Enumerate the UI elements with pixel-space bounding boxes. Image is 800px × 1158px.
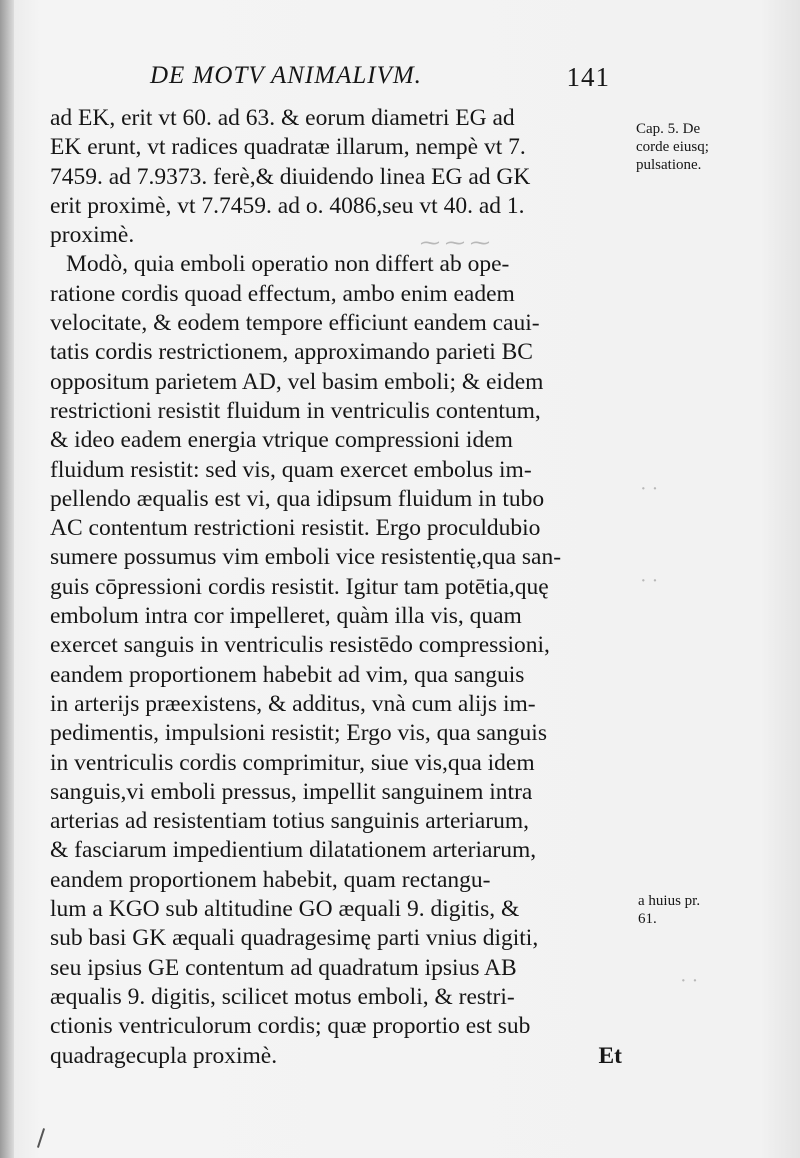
text-line: fluidum resistit: sed vis, quam exercet embolus im- (50, 456, 532, 483)
text-line: pedimentis, impulsioni resistit; Ergo vis, qua sanguis (50, 720, 547, 747)
show-through-text: ⁓ ⁓ ⁓ (420, 232, 490, 254)
text-line: sub basi GK æquali quadragesimę parti vnius digiti, (50, 925, 539, 952)
text-line: in arterijs præexistens, & additus, vnà cum alijs im- (50, 690, 536, 717)
pen-mark (37, 1128, 45, 1148)
text-line: oppositum parietem AD, vel basim emboli; & eidem (50, 368, 544, 395)
gutter-shadow (0, 0, 14, 1158)
margin-note-line: corde eiusq; (636, 139, 709, 155)
margin-note-line: pulsatione. (636, 157, 702, 173)
text-line: seu ipsius GE contentum ad quadratum ipsius AB (50, 954, 517, 981)
page-number: 141 (566, 62, 610, 92)
body-text (50, 104, 630, 1071)
text-line: æqualis 9. digitis, scilicet motus emboli, & restri- (50, 983, 515, 1010)
text-line: exercet sanguis in ventriculis resistēdo compressioni, (50, 632, 550, 659)
text-line: ratione cordis quoad effectum, ambo enim eadem (50, 280, 515, 307)
margin-note-line: Cap. 5. De (636, 121, 701, 137)
text-line: arterias ad resistentiam totius sanguinis arteriarum, (50, 808, 529, 835)
text-line: AC contentum restrictioni resistit. Ergo proculdubio (50, 515, 541, 542)
show-through-text: · · (640, 478, 659, 500)
text-line: 7459. ad 7.9373. ferè,& diuidendo linea EG ad GK (50, 163, 531, 190)
text-line: EK erunt, vt radices quadratæ illarum, nempè vt 7. (50, 134, 526, 161)
text-line: proximè. (50, 222, 135, 249)
text-line: velocitate, & eodem tempore efficiunt eandem caui- (50, 310, 540, 337)
text-line: restrictioni resistit fluidum in ventriculis contentum, (50, 397, 541, 424)
text-line: in ventriculis cordis comprimitur, siue vis,qua idem (50, 749, 535, 776)
text-line: ad EK, erit vt 60. ad 63. & eorum diametri EG ad (50, 105, 515, 131)
text-line: pellendo æqualis est vi, qua idipsum fluidum in tubo (50, 485, 545, 512)
text-line: & ideo eadem energia vtrique compressioni idem (50, 427, 513, 454)
text-line: quadragecupla proximè. (50, 1042, 278, 1069)
catchword: Et (598, 1042, 622, 1069)
text-line: guis cōpressioni cordis resistit. Igitur tam potētia,quę (50, 573, 549, 600)
text-line: erit proximè, vt 7.7459. ad o. 4086,seu vt 40. ad 1. (50, 192, 525, 219)
text-line: lum a KGO sub altitudine GO æquali 9. digitis, & (50, 896, 520, 923)
text-line: eandem proportionem habebit ad vim, qua sanguis (50, 661, 525, 688)
margin-note-reference (638, 892, 700, 928)
text-line: ctionis ventriculorum cordis; quæ proportio est sub (50, 1013, 531, 1040)
text-line: sumere possumus vim emboli vice resistentię,qua san- (50, 544, 562, 571)
paragraph-start-line: Modò, quia emboli operatio non differt ab ope- (66, 251, 510, 278)
last-line (50, 1042, 630, 1071)
show-through-text: · · (640, 570, 659, 592)
text-line: eandem proportionem habebit, quam rectangu- (50, 866, 491, 893)
text-line: tatis cordis restrictionem, approximando parieti BC (50, 339, 533, 366)
running-title: DE MOTV ANIMALIVM. (150, 62, 422, 89)
margin-note-line: 61. (638, 911, 657, 927)
running-head (150, 62, 610, 96)
margin-note-chapter (636, 120, 709, 174)
show-through-text: · · (680, 970, 699, 992)
text-line: & fasciarum impedientium dilatationem arteriarum, (50, 837, 537, 864)
text-line: sanguis,vi emboli pressus, impellit sanguinem intra (50, 778, 533, 805)
text-line: embolum intra cor impelleret, quàm illa vis, quam (50, 603, 522, 630)
margin-note-line: a huius pr. (638, 893, 701, 909)
